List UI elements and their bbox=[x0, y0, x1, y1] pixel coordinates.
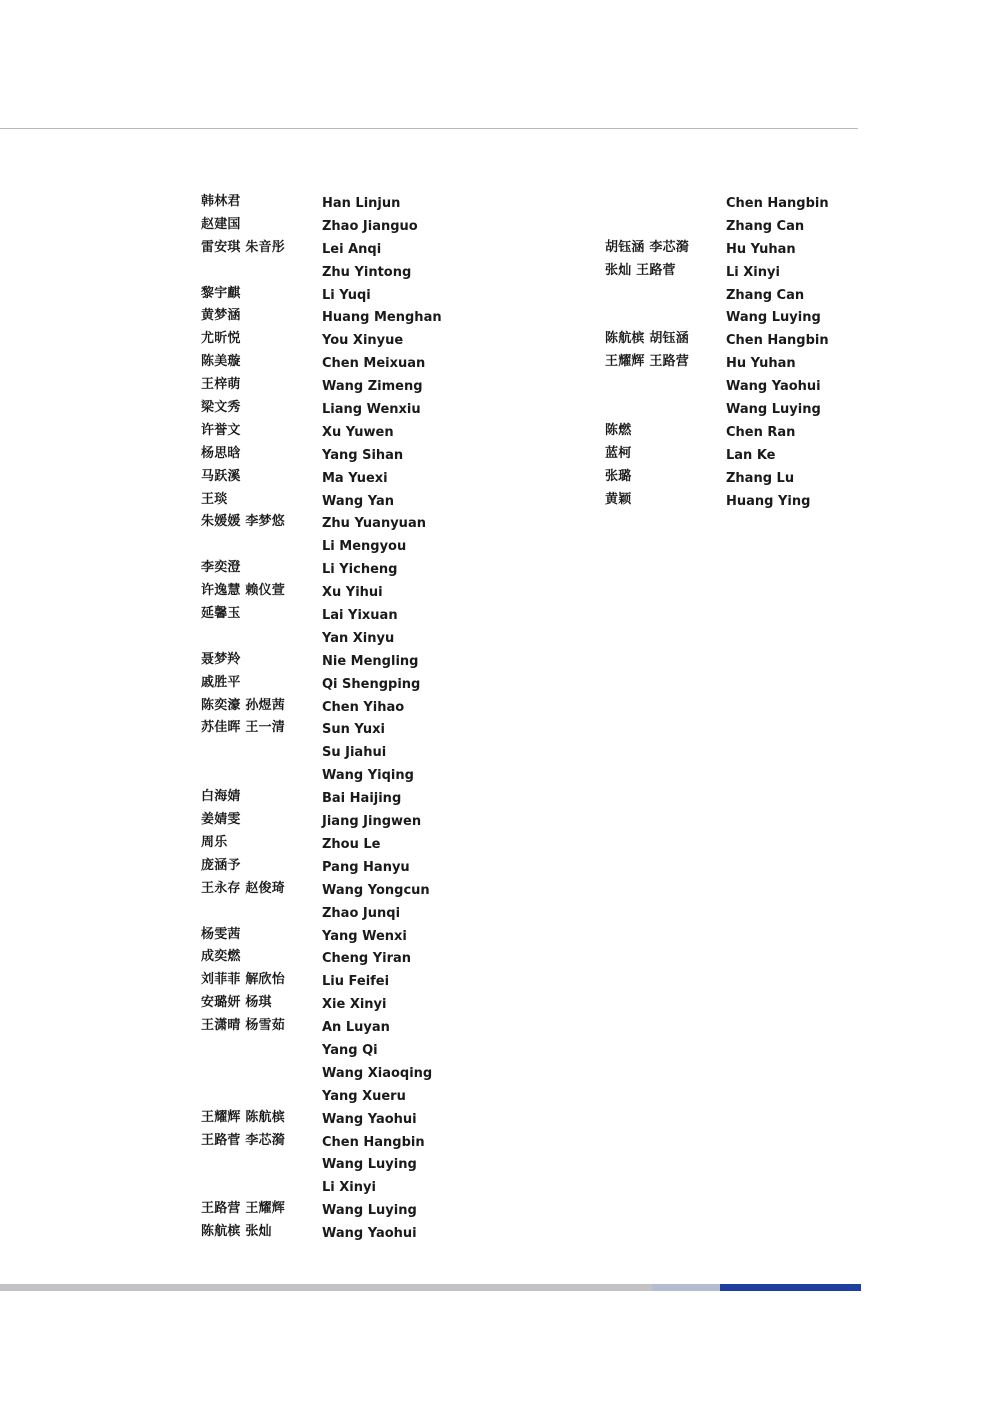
name-entry: Han Linjun bbox=[322, 196, 401, 211]
name-entry: 延馨玉 bbox=[201, 606, 241, 622]
name-entry: Li Yuqi bbox=[322, 287, 371, 303]
name-entry: Jiang Jingwen bbox=[322, 814, 422, 830]
name-entry: Wang Zimeng bbox=[322, 379, 423, 395]
name-entry: Liu Feifei bbox=[322, 974, 390, 990]
left-english-names-column bbox=[322, 192, 442, 1245]
name-entry: 张璐 bbox=[605, 468, 632, 484]
name-entry: Hu Yuhan bbox=[726, 356, 796, 372]
name-entry: 王耀辉 陈航槟 bbox=[201, 1109, 285, 1125]
name-entry: 黄颖 bbox=[605, 491, 632, 507]
name-entry: Bai Haijing bbox=[322, 791, 402, 807]
name-entry: Wang Yiqing bbox=[322, 768, 414, 784]
name-entry: Xie Xinyi bbox=[322, 997, 387, 1013]
name-entry: 赵建国 bbox=[201, 216, 241, 232]
name-entry: Chen Hangbin bbox=[726, 333, 829, 349]
name-entry: Zhu Yintong bbox=[322, 264, 412, 280]
name-entry: Lai Yixuan bbox=[322, 608, 398, 624]
name-entry bbox=[201, 535, 285, 558]
name-entry: Qi Shengping bbox=[322, 676, 421, 692]
name-entry bbox=[605, 306, 689, 329]
name-entry: Huang Menghan bbox=[322, 310, 442, 326]
name-entry: Zhou Le bbox=[322, 836, 381, 852]
name-entry bbox=[605, 398, 689, 421]
name-entry: 庞涵予 bbox=[201, 857, 241, 873]
name-entry bbox=[201, 1039, 285, 1062]
name-entry: An Luyan bbox=[322, 1020, 390, 1036]
name-entry: 戚胜平 bbox=[201, 674, 241, 690]
name-entry: Wang Yaohui bbox=[322, 1226, 417, 1242]
name-entry: 雷安琪 朱音彤 bbox=[201, 239, 285, 255]
name-entry: Huang Ying bbox=[726, 493, 811, 509]
name-entry: Li Yicheng bbox=[322, 562, 398, 578]
name-entry: Liang Wenxiu bbox=[322, 402, 421, 418]
name-entry: 马跃溪 bbox=[201, 468, 241, 484]
footer-bar-blue-segment bbox=[720, 1284, 861, 1291]
name-entry: Li Xinyi bbox=[726, 264, 780, 280]
name-entry: 梁文秀 bbox=[201, 400, 241, 416]
footer-color-bar bbox=[0, 1284, 861, 1291]
name-entry: 陈美璇 bbox=[201, 354, 241, 370]
right-chinese-names-column bbox=[605, 192, 689, 512]
name-entry: Chen Ran bbox=[726, 424, 796, 440]
name-entry: 安璐妍 杨琪 bbox=[201, 995, 272, 1011]
name-entry: Sun Yuxi bbox=[322, 722, 385, 738]
name-entry: 黄梦涵 bbox=[201, 308, 241, 324]
name-entry: Li Xinyi bbox=[322, 1180, 376, 1196]
name-entry bbox=[201, 1176, 285, 1199]
name-entry: Chen Hangbin bbox=[726, 196, 829, 211]
name-entry: Cheng Yiran bbox=[322, 951, 412, 967]
name-entry: 尤昕悦 bbox=[201, 331, 241, 347]
name-entry: 胡钰涵 李芯漪 bbox=[605, 239, 689, 255]
name-entry: Wang Yaohui bbox=[726, 379, 821, 395]
name-entry: You Xinyue bbox=[322, 333, 404, 349]
name-entry: 朱媛媛 李梦悠 bbox=[201, 514, 285, 530]
name-entry: 陈航槟 胡钰涵 bbox=[605, 331, 689, 347]
name-entry: Wang Luying bbox=[726, 402, 821, 418]
name-entry: Wang Luying bbox=[322, 1203, 417, 1219]
name-entry bbox=[605, 215, 689, 238]
name-entry: 王永存 赵俊琦 bbox=[201, 880, 285, 896]
name-entry: Zhao Junqi bbox=[322, 905, 401, 921]
name-entry: Wang Yan bbox=[322, 493, 394, 509]
name-entry: Li Mengyou bbox=[322, 539, 407, 555]
name-entry: Zhang Can bbox=[726, 218, 805, 234]
name-entry: 杨思晗 bbox=[201, 445, 241, 461]
name-entry: Zhu Yuanyuan bbox=[322, 516, 426, 532]
name-entry: Lan Ke bbox=[726, 447, 776, 463]
name-entry bbox=[201, 1153, 285, 1176]
name-entry: 韩林君 bbox=[201, 194, 241, 209]
name-entry: 黎宇麒 bbox=[201, 285, 241, 301]
name-entry: Yang Qi bbox=[322, 1042, 378, 1058]
name-entry: Xu Yuwen bbox=[322, 424, 394, 440]
name-entry bbox=[605, 192, 689, 215]
name-entry bbox=[201, 741, 285, 764]
name-entry: Zhang Lu bbox=[726, 470, 795, 486]
name-entry: 姜婧雯 bbox=[201, 812, 241, 828]
name-entry: Ma Yuexi bbox=[322, 470, 388, 486]
name-entry: 李奕澄 bbox=[201, 560, 241, 576]
name-entry: 王路菅 李芯漪 bbox=[201, 1132, 285, 1148]
name-entry: Wang Luying bbox=[322, 1157, 417, 1173]
footer-bar-light-blue-segment bbox=[652, 1284, 720, 1291]
name-entry bbox=[201, 1062, 285, 1085]
name-entry: 王潇晴 杨雪茹 bbox=[201, 1018, 285, 1034]
name-entry: 白海婧 bbox=[201, 789, 241, 805]
name-entry: 王路营 王耀辉 bbox=[201, 1201, 285, 1217]
name-entry: 陈燃 bbox=[605, 422, 632, 438]
name-entry: Yang Xueru bbox=[322, 1088, 406, 1104]
name-entry: 周乐 bbox=[201, 834, 228, 850]
name-entry: Yang Wenxi bbox=[322, 928, 407, 944]
name-entry: Yang Sihan bbox=[322, 447, 404, 463]
name-entry: Xu Yihui bbox=[322, 585, 383, 601]
footer-bar-grey-segment bbox=[0, 1284, 652, 1291]
name-entry: Lei Anqi bbox=[322, 241, 382, 257]
name-entry: Chen Meixuan bbox=[322, 356, 426, 372]
name-entry: Pang Hanyu bbox=[322, 859, 410, 875]
name-entry: Zhao Jianguo bbox=[322, 218, 418, 234]
name-entry: 许逸慧 赖仪萱 bbox=[201, 583, 285, 599]
name-entry: 杨雯茜 bbox=[201, 926, 241, 942]
name-entry: 张灿 王路菅 bbox=[605, 262, 676, 278]
name-entry: 成奕燃 bbox=[201, 949, 241, 965]
name-entry bbox=[201, 261, 285, 284]
name-entry: 许誉文 bbox=[201, 422, 241, 438]
name-entry: Wang Luying bbox=[726, 310, 821, 326]
name-entry: 王耀辉 王路营 bbox=[605, 354, 689, 370]
name-entry bbox=[201, 627, 285, 650]
name-entry bbox=[605, 375, 689, 398]
name-entry: 苏佳晖 王一清 bbox=[201, 720, 285, 736]
name-entry bbox=[201, 1085, 285, 1108]
left-chinese-names-column bbox=[201, 192, 285, 1245]
name-entry: 陈航槟 张灿 bbox=[201, 1224, 272, 1240]
top-divider bbox=[0, 128, 858, 129]
name-entry: 王琰 bbox=[201, 491, 228, 507]
name-entry: Yan Xinyu bbox=[322, 630, 395, 646]
name-entry: 蓝柯 bbox=[605, 445, 632, 461]
name-entry: Su Jiahui bbox=[322, 745, 387, 761]
name-entry: Chen Hangbin bbox=[322, 1134, 425, 1150]
name-entry bbox=[201, 902, 285, 925]
name-entry: Wang Yongcun bbox=[322, 882, 430, 898]
name-entry: Hu Yuhan bbox=[726, 241, 796, 257]
name-entry bbox=[605, 284, 689, 307]
name-entry: 聂梦羚 bbox=[201, 651, 241, 667]
name-entry: Chen Yihao bbox=[322, 699, 405, 715]
name-entry: Nie Mengling bbox=[322, 653, 419, 669]
name-entry: Wang Yaohui bbox=[322, 1111, 417, 1127]
right-english-names-column bbox=[726, 192, 829, 512]
name-entry: 刘菲菲 解欣怡 bbox=[201, 972, 285, 988]
name-entry: 陈奕濠 孙煜茜 bbox=[201, 697, 285, 713]
name-entry: Zhang Can bbox=[726, 287, 805, 303]
name-entry: 王梓萌 bbox=[201, 377, 241, 393]
name-entry: Wang Xiaoqing bbox=[322, 1065, 433, 1081]
name-entry bbox=[201, 764, 285, 787]
